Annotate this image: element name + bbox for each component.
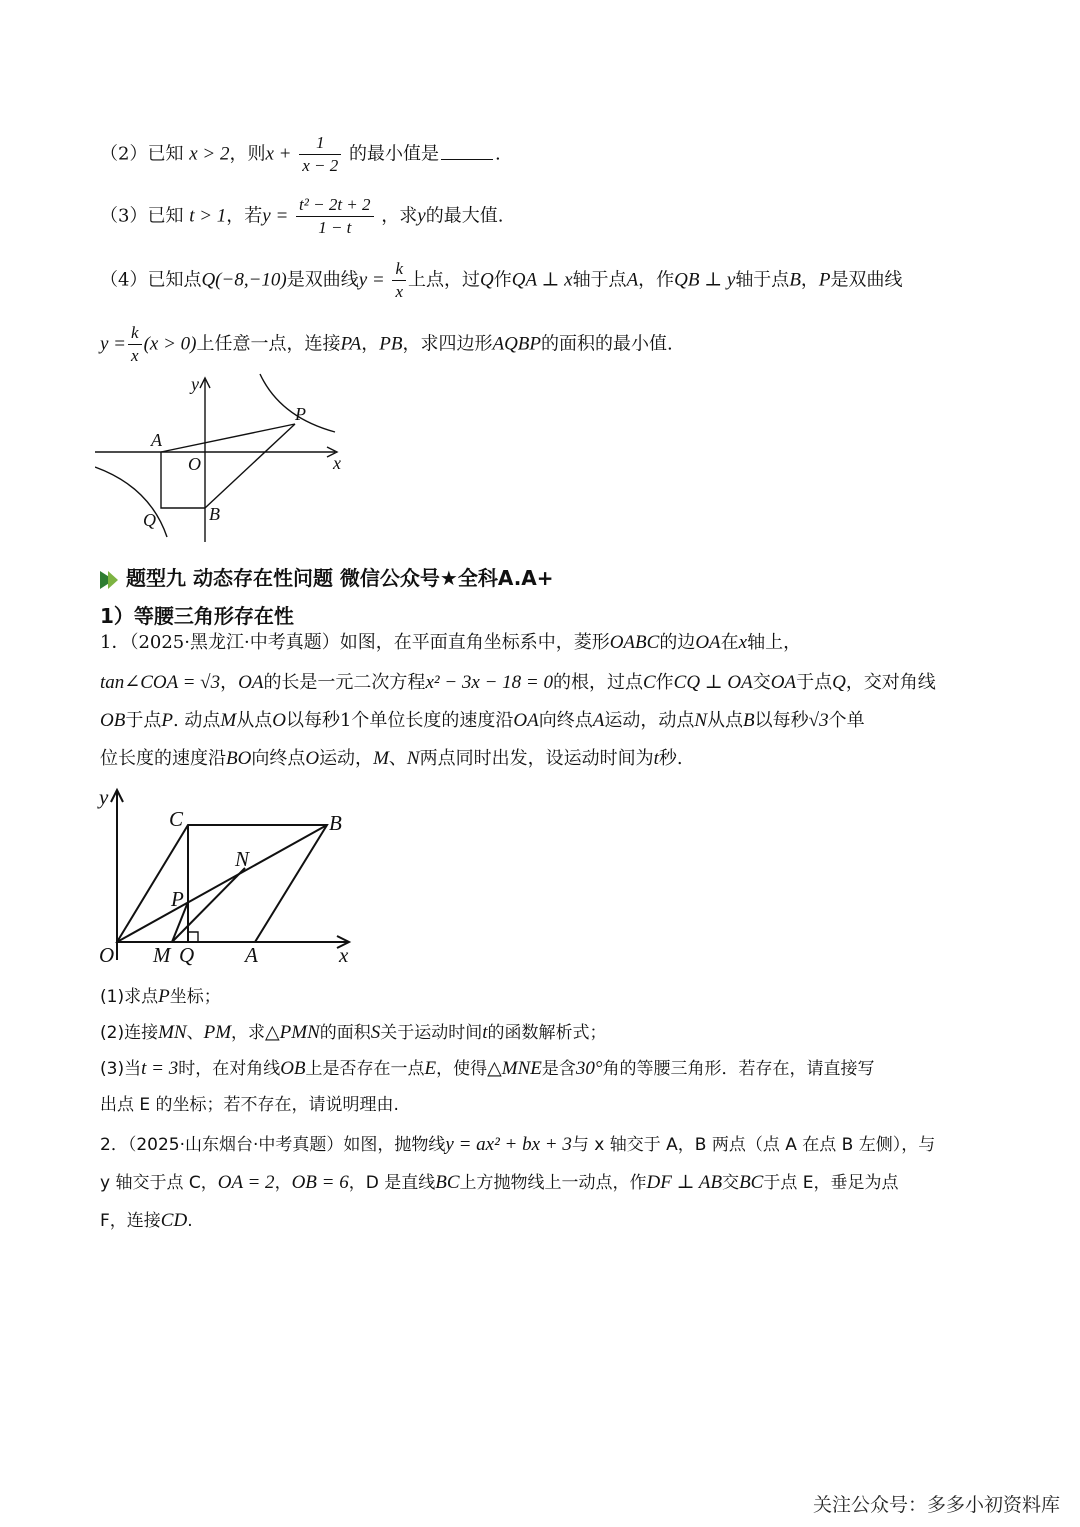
math-var: A (626, 269, 639, 291)
math-expr: y = (358, 269, 385, 291)
text: 角的等腰三角形．若存在，请直接写 (602, 1059, 875, 1079)
label-y: y (99, 785, 109, 809)
text: 作 (655, 672, 674, 693)
math-var: OB (280, 1058, 306, 1079)
label-n: N (235, 847, 250, 871)
problem-4 (100, 258, 903, 303)
math-var: y (417, 205, 426, 227)
math-var: PM (203, 1022, 232, 1043)
text: ，若 (226, 205, 263, 227)
text: 已知 (147, 205, 184, 227)
q1-sub-3 (100, 1058, 874, 1081)
rhombus-figure (95, 782, 365, 972)
fraction (128, 322, 142, 367)
label-b: B (209, 504, 220, 524)
fraction (296, 194, 374, 239)
text: 上点，过 (408, 269, 481, 291)
fraction-denominator: x − 2 (302, 156, 339, 175)
text: 与 x 轴交于 A，B 两点（点 A 在点 B 左侧），与 (571, 1135, 936, 1155)
math-var: O (272, 710, 286, 731)
q1-line-1 (100, 632, 801, 655)
text: ，求 (231, 1023, 266, 1043)
math-var: BC (739, 1172, 764, 1193)
math-var: E (424, 1058, 437, 1079)
math-expr: t = 3 (141, 1058, 179, 1079)
text: 于点 (125, 710, 162, 731)
text: 运动，动点 (604, 710, 695, 731)
right-angle-mark (188, 932, 198, 942)
section-title: 题型九 动态存在性问题 微信公众号★全科A.A+ (126, 566, 554, 590)
text: . (494, 143, 501, 165)
q1-line-4 (100, 748, 683, 771)
text: . (187, 1211, 193, 1231)
text: . 动点 (172, 710, 221, 731)
text: 从点 (236, 710, 273, 731)
q1-line-2 (100, 672, 936, 695)
text: 的最大值. (425, 205, 504, 227)
text: 作 (493, 269, 512, 291)
text: 向终点 (538, 710, 593, 731)
math-var: MN (158, 1022, 187, 1043)
text: (1)求点 (100, 987, 159, 1007)
q2-line-1 (100, 1134, 935, 1157)
text: 是双曲线 (286, 269, 359, 291)
hyperbola-figure (95, 372, 355, 547)
fraction-numerator: t² − 2t + 2 (296, 194, 374, 217)
q2-line-2 (100, 1172, 899, 1195)
text: 上是否存在一点 (305, 1059, 425, 1079)
math-var: BC (435, 1172, 460, 1193)
text: 秒. (658, 748, 683, 769)
text: ，D 是直线 (348, 1173, 436, 1193)
math-expr: x² − 3x − 18 = 0 (425, 672, 553, 693)
text: 的面积的最小值. (541, 333, 673, 355)
text: 交 (722, 1173, 740, 1193)
math-expr: √3 (808, 710, 829, 731)
text: ，求 (381, 205, 418, 227)
label-o: O (99, 943, 115, 967)
label-c: C (169, 807, 184, 831)
math-var: Q (480, 269, 494, 291)
label-x: x (333, 453, 341, 473)
fraction (392, 258, 406, 303)
math-var: N (406, 748, 420, 769)
label-o: O (188, 454, 201, 474)
fraction-denominator: x (131, 346, 139, 365)
q1-sub-2 (100, 1022, 607, 1045)
math-var: CD (160, 1210, 188, 1231)
math-var: x (738, 632, 748, 653)
math-expr: OA = 2 (217, 1172, 275, 1193)
text: ，则 (229, 143, 266, 165)
math-expr: CQ ⊥ OA (673, 672, 753, 693)
label-a: A (245, 943, 258, 967)
math-var: t (653, 748, 659, 769)
fraction-numerator: k (392, 258, 406, 281)
footer-watermark: 关注公众号：多多小初资料库 (812, 1494, 1060, 1516)
text: ， (220, 672, 239, 693)
subsection-title: 1）等腰三角形存在性 (100, 604, 294, 628)
text: F，连接 (100, 1211, 161, 1231)
math-var: S (370, 1022, 381, 1043)
math-var: PB (379, 333, 403, 355)
math-expr: tan∠COA = √3 (100, 672, 221, 693)
math-var: OA (770, 672, 797, 693)
math-var: P (158, 986, 170, 1007)
math-expr: OB = 6 (291, 1172, 349, 1193)
math-var: OABC (609, 632, 660, 653)
math-var: PA (340, 333, 362, 355)
text: ， (274, 1173, 292, 1193)
math-expr: x + (265, 143, 292, 165)
math-var: O (305, 748, 320, 769)
text: 是含 (541, 1059, 576, 1079)
math-expr: △MNE (487, 1058, 542, 1079)
math-var: B (743, 710, 755, 731)
math-expr: DF ⊥ AB (646, 1172, 723, 1193)
text: ，求四边形 (402, 333, 493, 355)
label-p: P (171, 887, 184, 911)
problem-number: （2） (100, 143, 148, 165)
math-var: B (789, 269, 801, 291)
label-p: P (295, 404, 306, 424)
math-var: P (161, 710, 173, 731)
section-arrow-icon-light (108, 571, 118, 589)
text: 个单 (828, 710, 865, 731)
text: 的边 (659, 632, 696, 653)
text: 位长度的速度沿 (100, 748, 226, 769)
text: (2)连接 (100, 1023, 159, 1043)
fraction-denominator: 1 − t (318, 218, 352, 237)
math-var: OA (695, 632, 721, 653)
text: ，交对角线 (845, 672, 936, 693)
label-b: B (329, 811, 342, 835)
section-heading (100, 562, 554, 591)
label-y: y (191, 374, 199, 394)
math-var: P (818, 269, 831, 291)
math-expr: 30° (575, 1058, 603, 1079)
text: 2．（2025·山东烟台·中考真题）如图，抛物线 (100, 1135, 446, 1155)
label-x: x (339, 943, 349, 967)
text: 轴于点 (735, 269, 790, 291)
text: 上任意一点，连接 (196, 333, 341, 355)
text: 于点 E，垂足为点 (763, 1173, 899, 1193)
text: 两点同时出发，设运动时间为 (419, 748, 654, 769)
problem-3 (100, 194, 503, 239)
math-var: M (373, 748, 389, 769)
text: 从点 (707, 710, 744, 731)
text: 1．（2025·黑龙江·中考真题）如图，在平面直角坐标系中，菱形 (100, 632, 610, 653)
fraction-denominator: x (395, 282, 404, 301)
text: ， (361, 333, 380, 355)
text: (3)当 (100, 1059, 142, 1079)
math-var: OB (100, 710, 126, 731)
math-expr: QB ⊥ y (674, 269, 736, 291)
text: 的长是一元二次方程 (263, 672, 426, 693)
text: 、 (186, 1023, 204, 1043)
math-condition: x > 2 (189, 143, 230, 165)
text: 轴上， (747, 632, 802, 653)
text: 已知点 (147, 269, 202, 291)
problem-number: （3） (100, 205, 148, 227)
q1-sub-1 (100, 986, 221, 1009)
math-expr: y = (100, 333, 127, 355)
text: ，使得 (436, 1059, 488, 1079)
text: 上方抛物线上一动点，作 (459, 1173, 647, 1193)
text: 的函数解析式； (487, 1023, 607, 1043)
math-var: t (482, 1022, 488, 1043)
text: 以每秒1个单位长度的速度沿 (285, 710, 514, 731)
q1-sub-3-line-2: 出点 E 的坐标；若不存在，请说明理由. (100, 1095, 399, 1115)
text: 已知 (147, 143, 184, 165)
segment-pa (161, 424, 295, 452)
problem-4-line-2 (100, 322, 673, 367)
math-point: Q(−8,−10) (201, 269, 287, 291)
text: y 轴交于点 C， (100, 1173, 218, 1193)
text: 运动， (319, 748, 374, 769)
math-condition: (x > 0) (143, 333, 197, 355)
text: 交 (752, 672, 771, 693)
fraction-numerator: k (128, 322, 142, 345)
math-expr: y = ax² + bx + 3 (445, 1134, 572, 1155)
text: 关于运动时间 (380, 1023, 483, 1043)
problem-2 (100, 132, 501, 177)
math-var: Q (832, 672, 846, 693)
math-condition: t > 1 (189, 205, 227, 227)
math-var: OA (513, 710, 539, 731)
label-q: Q (179, 943, 195, 967)
text: 是双曲线 (830, 269, 903, 291)
text: 、 (388, 748, 407, 769)
label-q: Q (143, 510, 156, 530)
text: 轴于点 (572, 269, 627, 291)
math-var: N (694, 710, 708, 731)
math-var: AQBP (492, 333, 542, 355)
text: 时，在对角线 (178, 1059, 281, 1079)
label-a: A (151, 430, 162, 450)
answer-blank (441, 143, 493, 160)
math-var: OA (238, 672, 264, 693)
math-var: M (220, 710, 237, 731)
text: 向终点 (251, 748, 306, 769)
q2-line-3 (100, 1210, 193, 1233)
problem-number: （4） (100, 269, 148, 291)
math-expr: y = (262, 205, 289, 227)
text: 以每秒 (754, 710, 809, 731)
diagonal-ob (117, 825, 327, 942)
text: ，作 (638, 269, 675, 291)
math-var: C (642, 672, 656, 693)
text: 的最小值是 (348, 143, 439, 165)
text: 的面积 (319, 1023, 371, 1043)
text: ， (800, 269, 819, 291)
label-m: M (153, 943, 171, 967)
fraction-numerator: 1 (299, 132, 341, 155)
math-var: A (592, 710, 605, 731)
text: 坐标； (169, 987, 221, 1007)
segment-pb (205, 424, 295, 508)
math-expr: QA ⊥ x (511, 269, 573, 291)
text: 在 (720, 632, 739, 653)
math-var: BO (226, 748, 252, 769)
q1-line-3 (100, 710, 865, 733)
text: 于点 (796, 672, 833, 693)
math-expr: △PMN (265, 1022, 320, 1043)
fraction (299, 132, 341, 177)
text: 的根，过点 (552, 672, 643, 693)
hyperbola-branch-left (95, 467, 167, 537)
